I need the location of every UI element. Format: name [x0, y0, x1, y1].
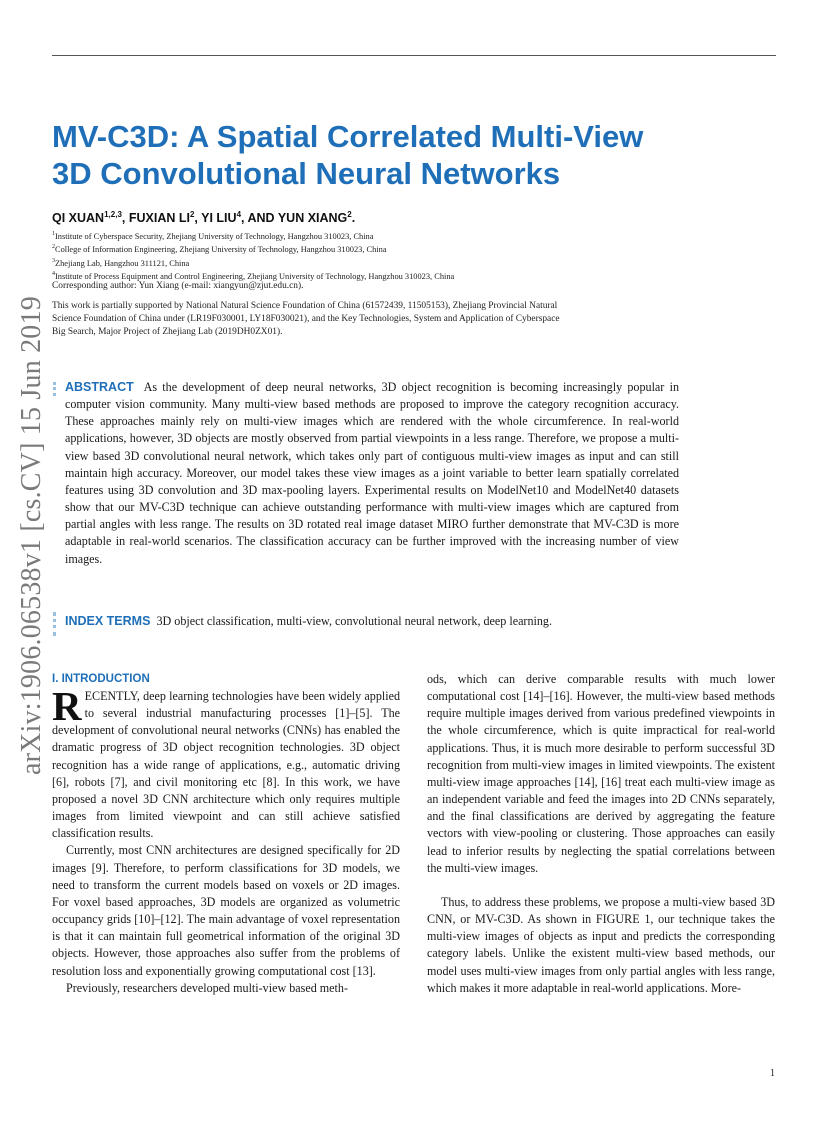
intro-paragraph-1 — [52, 683, 400, 842]
author-affil-marker: 4 — [236, 210, 242, 219]
abstract-dot-marker — [53, 382, 59, 396]
author-affil-marker: 2 — [347, 210, 352, 219]
author-affil-marker: 2 — [189, 210, 195, 219]
funding-note — [52, 300, 652, 339]
intro-paragraph-4: Thus, to address these problems, we propose a multi-view based 3D CNN, or MV-C3D. As shown in FIGURE 1, our technique takes the multi-view images of objects as input and predicts the corresponding category labels. Unlike the existent multi-view based methods, our model uses multi-view images from only partial angles with less range, which makes it more adaptable in real-world applications. More- — [427, 894, 775, 995]
right-column — [427, 671, 775, 997]
author-separator: , AND — [241, 211, 278, 226]
intro-paragraph-1-text: ECENTLY, deep learning technologies have been widely applied to several industrial manufacturing processes [1]–[5]. The development of convolutional neural networks (CNNs) has enabled the dramatic progress of 3D object recognition technologies. 3D object recognition has a wide range of applications, e.g., automatic driving [6], robots [7], and civil monitoring etc [8]. In this work, we have proposed a novel 3D CNN architecture which only requires multiple images from limited viewpoint and can still achieve satisfied classification results. — [52, 689, 400, 841]
funding-line: Science Foundation of China under (LR19F030001, LY18F030021), and the Key Technologies, System and Application of Cyberspace — [52, 314, 560, 324]
section-heading: I. INTRODUCTION — [52, 673, 150, 685]
author-separator: . — [351, 211, 356, 226]
affiliation-line — [52, 229, 454, 242]
affil-text: College of Information Engineering, Zhejiang University of Technology, Hangzhou 310023, China — [55, 245, 387, 255]
title-line-2: 3D Convolutional Neural Networks — [52, 156, 561, 191]
affil-marker: 1 — [52, 231, 55, 237]
index-terms-dot-marker — [53, 612, 59, 636]
header-rule — [52, 55, 776, 56]
affil-marker: 2 — [52, 244, 55, 251]
funding-line: This work is partially supported by National Natural Science Foundation of China (61572439, 11505153), Zhejiang Provincial Natural — [52, 301, 558, 311]
index-terms — [65, 614, 552, 629]
index-terms-text: 3D object classification, multi-view, convolutional neural network, deep learning. — [156, 614, 552, 628]
author-separator: , — [121, 211, 129, 226]
author-list — [52, 210, 355, 225]
affil-text: Institute of Cyberspace Security, Zhejiang University of Technology, Hangzhou 310023, China — [55, 231, 374, 241]
affiliation-line — [52, 242, 454, 255]
intro-paragraph-3-continued: ods, which can derive comparable results with much lower computational cost [14]–[16]. However, the multi-view based methods require multiple images derived from various predefined viewpoints in the whole circumference, which is quite impractical for real-world applications. Thus, it is much more desirable to perform successful 3D recognition from multi-view images in limited viewpoints. The existent multi-view image approaches [14], [16] treat each multi-view image as an independent variable and feed the images into 2D CNNs separately, and the final classifications are derived by aggregating the feature vectors with view-pooling or clustering. Those approaches can easily lead to inferior results by neglecting the spatial correlations between the multi-view images. — [427, 672, 775, 875]
page-number: 1 — [770, 1068, 775, 1079]
paper-title — [52, 118, 752, 192]
abstract — [65, 379, 679, 568]
title-line-1: MV-C3D: A Spatial Correlated Multi-View — [52, 119, 644, 154]
affil-text: Zhejiang Lab, Hangzhou 311121, China — [55, 258, 190, 268]
author-name: YUN XIANG — [277, 211, 348, 226]
paragraph-gap — [427, 877, 775, 894]
left-column — [52, 671, 400, 997]
corresponding-author: Corresponding author: Yun Xiang (e-mail: xiangyun@zjut.edu.cn). — [52, 281, 304, 291]
affiliation-line — [52, 256, 454, 269]
author-separator: , — [194, 211, 202, 226]
abstract-label: ABSTRACT — [65, 380, 134, 394]
affiliations — [52, 229, 454, 283]
affil-marker: 4 — [52, 271, 55, 278]
affil-text: Institute of Process Equipment and Control Engineering, Zhejiang University of Technology, Hangzhou 310023, China — [55, 271, 455, 281]
intro-paragraph-2: Currently, most CNN architectures are designed specifically for 2D images [9]. Therefore, to perform classifications for 3D models, we need to transform the current models based on voxels or 2D images. For voxel based approaches, 3D models are organized as volumetric occupancy grids [10]–[12]. The main advantage of voxel representation is that it can maintain full geometrical information of the original 3D objects. However, those approaches also suffer from the problems of resolution loss and exponentially growing computational cost [13]. — [52, 843, 400, 978]
abstract-text: As the development of deep neural networks, 3D object recognition is becoming increasingly popular in computer vision community. Many multi-view based methods are proposed to improve the category recognition accuracy. These approaches mainly rely on multi-view images which are rendered with the whole circumference. In real-world applications, however, 3D objects are mostly observed from partial viewpoints in a less range. Therefore, we propose a multi-view based 3D convolutional neural network, which takes only part of contiguous multi-view images as input and can still maintain high accuracy. Moreover, our model takes these view images as a joint variable to better learn spatially correlated features using 3D convolution and 3D max-pooling layers. Experimental results on ModelNet10 and ModelNet40 datasets show that our MV-C3D technique can achieve outstanding performance with multi-view images which are captured from partial angles with less range. The results on 3D rotated real image dataset MIRO further demonstrate that MV-C3D is more adaptable in real-world scenarios. The classification accuracy can be further improved with the increasing number of view images. — [65, 380, 679, 566]
author-name: YI LIU — [201, 211, 237, 226]
arxiv-identifier: arXiv:1906.06538v1 [cs.CV] 15 Jun 2019 — [16, 296, 47, 775]
intro-paragraph-3-start: Previously, researchers developed multi-view based meth- — [66, 980, 348, 995]
index-terms-label: INDEX TERMS — [65, 614, 151, 628]
author-affil-marker: 1,2,3 — [104, 210, 122, 219]
author-name: FUXIAN LI — [128, 211, 190, 226]
funding-line: Big Search, Major Project of Zhejiang Lab (2019DH0ZX01). — [52, 327, 283, 337]
author-name: QI XUAN — [52, 211, 105, 226]
affil-marker: 3 — [52, 257, 55, 264]
drop-cap: R — [52, 683, 82, 729]
